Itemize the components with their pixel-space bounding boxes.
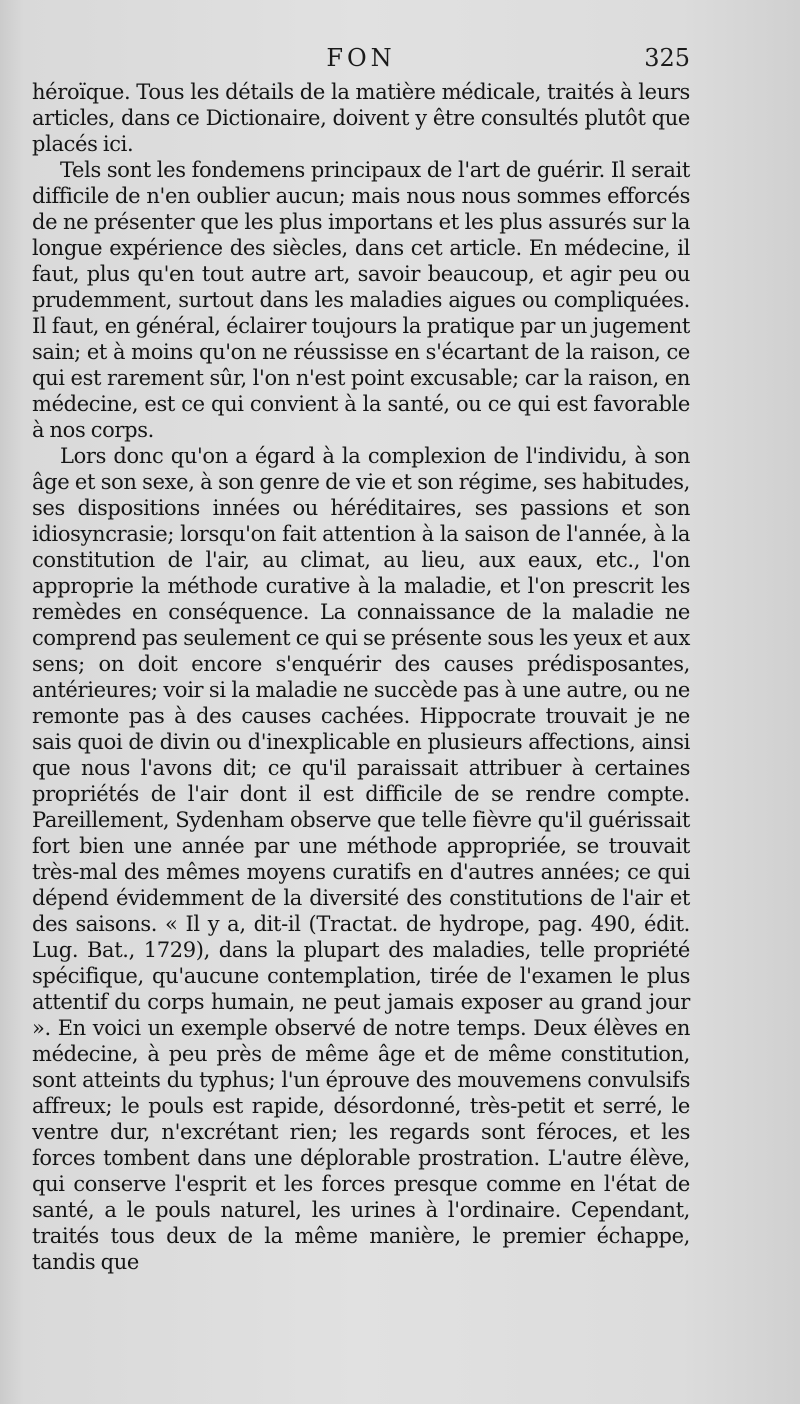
page-number: 325 [644, 44, 690, 72]
running-head: FON [326, 44, 396, 72]
paragraph-2: Tels sont les fondemens principaux de l'art de guérir. Il serait difficile de n'en oublier aucun; mais nous nous sommes efforcés de ne présenter que les plus importans et les plus assurés sur la longue expérience des siècles, dans cet article. En médecine, il faut, plus qu'en tout autre art, savoir beaucoup, et agir peu ou prudemment, surtout dans les maladies aigues ou compliquées. Il faut, en général, éclairer toujours la pratique par un jugement sain; et à moins qu'on ne réussisse en s'écartant de la raison, ce qui est rarement sûr, l'on n'est point excusable; car la raison, en médecine, est ce qui convient à la santé, ou ce qui est favorable à nos corps. [32, 158, 690, 442]
body-text [32, 79, 690, 1275]
page-header [32, 44, 690, 84]
paragraph-1: héroïque. Tous les détails de la matière médicale, traités à leurs articles, dans ce Dictionaire, doivent y être consultés plutôt que placés ici. [32, 80, 690, 156]
paragraph-3: Lors donc qu'on a égard à la complexion de l'individu, à son âge et son sexe, à son genre de vie et son régime, ses habitudes, ses dispositions innées ou héréditaires, ses passions et son idiosyncrasie; lorsqu'on fait attention à la saison de l'année, à la constitution de l'air, au climat, au lieu, aux eaux, etc., l'on approprie la méthode curative à la maladie, et l'on prescrit les remèdes en conséquence. La connaissance de la maladie ne comprend pas seulement ce qui se présente sous les yeux et aux sens; on doit encore s'enquérir des causes prédisposantes, antérieures; voir si la maladie ne succède pas à une autre, ou ne remonte pas à des causes cachées. Hippocrate trouvait je ne sais quoi de divin ou d'inexplicable en plusieurs affections, ainsi que nous l'avons dit; ce qu'il paraissait attribuer à certaines propriétés de l'air dont il est difficile de se rendre compte. Pareillement, Sydenham observe que telle fièvre qu'il guérissait fort bien une année par une méthode appropriée, se trouvait très-mal des mêmes moyens curatifs en d'autres années; ce qui dépend évidemment de la diversité des constitutions de l'air et des saisons. « Il y a, dit-il (Tractat. de hydrope, pag. 490, édit. Lug. Bat., 1729), dans la plupart des maladies, telle propriété spécifique, qu'aucune contemplation, tirée de l'examen le plus attentif du corps humain, ne peut jamais exposer au grand jour ». En voici un exemple observé de notre temps. Deux élèves en médecine, à peu près de même âge et de même constitution, sont atteints du typhus; l'un éprouve des mouvemens convulsifs affreux; le pouls est rapide, désordonné, très-petit et serré, le ventre dur, n'excrétant rien; les regards sont féroces, et les forces tombent dans une déplorable prostration. L'autre élève, qui conserve l'esprit et les forces presque comme en l'état de santé, a le pouls naturel, les urines à l'ordinaire. Cependant, traités tous deux de la même manière, le premier échappe, tandis que [32, 444, 690, 1274]
